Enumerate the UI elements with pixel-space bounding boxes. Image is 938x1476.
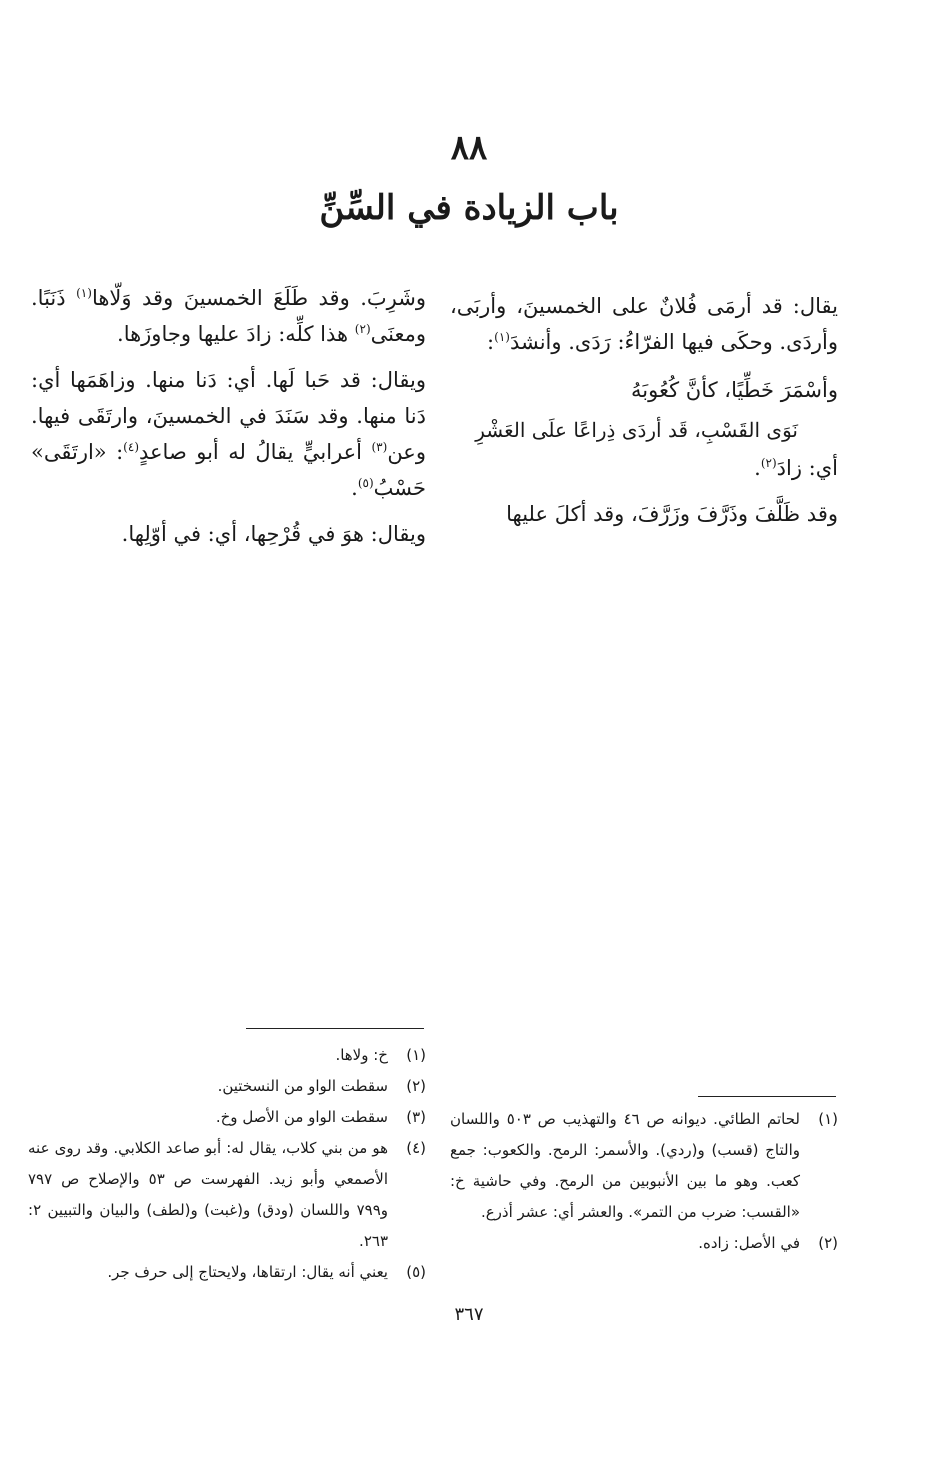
left-paragraph-1 (31, 280, 426, 352)
footnote-ref[interactable]: (٣) (371, 440, 388, 454)
footnote-item (450, 1228, 838, 1259)
footnote-text: خ: ولاها. (335, 1046, 388, 1064)
left-paragraph-1-b: ذَنَبًا. ومعنَى (31, 286, 426, 346)
footnote-item (28, 1257, 426, 1288)
verse-hemistich-1: وأسْمَرَ خَطِّيًا، كأنَّ كُعُوبَهُ (631, 378, 838, 402)
right-paragraph-1-text: يقال: قد أرمَى فُلانٌ على الخمسينَ، وأربَى، وأردَى. وحكَى فيها الفرّاءُ: رَدَى. وأنشدَ (450, 294, 838, 354)
footnotes-right (450, 1104, 838, 1259)
right-paragraph-2-text: أي: زادَ (776, 456, 838, 480)
footnote-text: لحاتم الطائي. ديوانه ص ٤٦ والتهذيب ص ٥٠٣ واللسان والتاج (قسب) و(ردي). والأسمر: الرمح. والكعوب: جمع كعب. وهو ما بين الأنبوبين من الرمح. وفي حاشية خ: «القسب: ضرب من التمر». والعشر أي: عشر أذرع. (450, 1110, 801, 1221)
footnote-ref[interactable]: (١) (76, 286, 92, 300)
left-paragraph-2-d: . (351, 476, 358, 500)
footnote-item (28, 1102, 426, 1133)
left-paragraph-1-a: وشَرِبَ. وقد طَلَعَ الخمسينَ وقد وَلّاها (91, 286, 426, 310)
footnote-text: سقطت الواو من الأصل وخ. (215, 1108, 388, 1126)
footnote-ref[interactable]: (٥) (357, 476, 374, 490)
page-number: ٣٦٧ (454, 1304, 484, 1325)
right-paragraph-3: وقد ظَلَّفَ وذَرَّفَ وزَرَّفَ، وقد أكلَ عليها (506, 502, 838, 526)
footnote-number: (٢) (818, 1234, 838, 1252)
footnote-ref[interactable]: (٢) (760, 456, 777, 470)
left-paragraph-1-c: هذا كلِّه: زادَ عليها وجاوزَها. (117, 322, 349, 346)
footnote-text: يعني أنه يقال: ارتقاها، ولايحتاج إلى حرف جر. (107, 1263, 388, 1281)
left-paragraph-2-a: ويقال: قد حَبا لَها. أي: دَنا منها. وزاهَمَها أي: دَنا منها. وقد سَنَدَ في الخمسينَ، وارتَقَى فيها. وعن (31, 368, 426, 464)
right-paragraph-1 (450, 288, 838, 360)
footnote-number: (٣) (406, 1108, 426, 1126)
footnote-number: (٢) (406, 1077, 426, 1095)
footnote-divider-right (698, 1096, 836, 1097)
chapter-number: ٨٨ (450, 128, 488, 168)
footnote-number: (١) (406, 1046, 426, 1064)
right-paragraph-2 (450, 450, 838, 486)
footnote-ref[interactable]: (٤) (123, 440, 139, 454)
left-paragraph-2-c: : «ارتَقَى» حَسْبُ (31, 440, 426, 500)
chapter-title: باب الزيادة في السِّنِّ (319, 188, 619, 228)
footnote-divider-left (246, 1028, 424, 1029)
footnote-text: سقطت الواو من النسختين. (217, 1077, 388, 1095)
footnote-item (28, 1040, 426, 1071)
footnotes-left (28, 1040, 426, 1288)
footnote-number: (٤) (406, 1139, 426, 1157)
right-paragraph-2-end: . (754, 456, 761, 480)
left-paragraph-2 (31, 362, 426, 506)
right-text-column (450, 288, 838, 542)
left-text-column (31, 280, 426, 562)
footnote-item (450, 1104, 838, 1228)
footnote-text: في الأصل: زاده. (698, 1234, 800, 1252)
footnote-number: (١) (818, 1110, 838, 1128)
footnote-ref[interactable]: (٢) (354, 322, 371, 336)
footnote-number: (٥) (406, 1263, 426, 1281)
left-paragraph-2-b: أعرابيٍّ يقالُ له أبو صاعدٍ (139, 440, 363, 464)
footnote-item (28, 1133, 426, 1257)
right-paragraph-1-end: : (487, 330, 495, 354)
footnote-text: هو من بني كلاب، يقال له: أبو صاعد الكلابي. وقد روى عنه الأصمعي وأبو زيد. الفهرست ص ٥٣ والإصلاح ص ٧٩٧ و٧٩٩ واللسان (ودق) و(غبت) و(لطف) والبيان والتبيين ٢: ٢٦٣. (28, 1139, 388, 1250)
verse-hemistich-2: نَوَى القَسْبِ، قَد أردَى ذِراعًا علَى العَشْرِ (475, 418, 798, 442)
footnote-item (28, 1071, 426, 1102)
footnote-ref[interactable]: (١) (494, 330, 510, 344)
left-paragraph-3: ويقال: هوَ في قُرْحِها، أي: في أوّلِها. (121, 522, 426, 546)
